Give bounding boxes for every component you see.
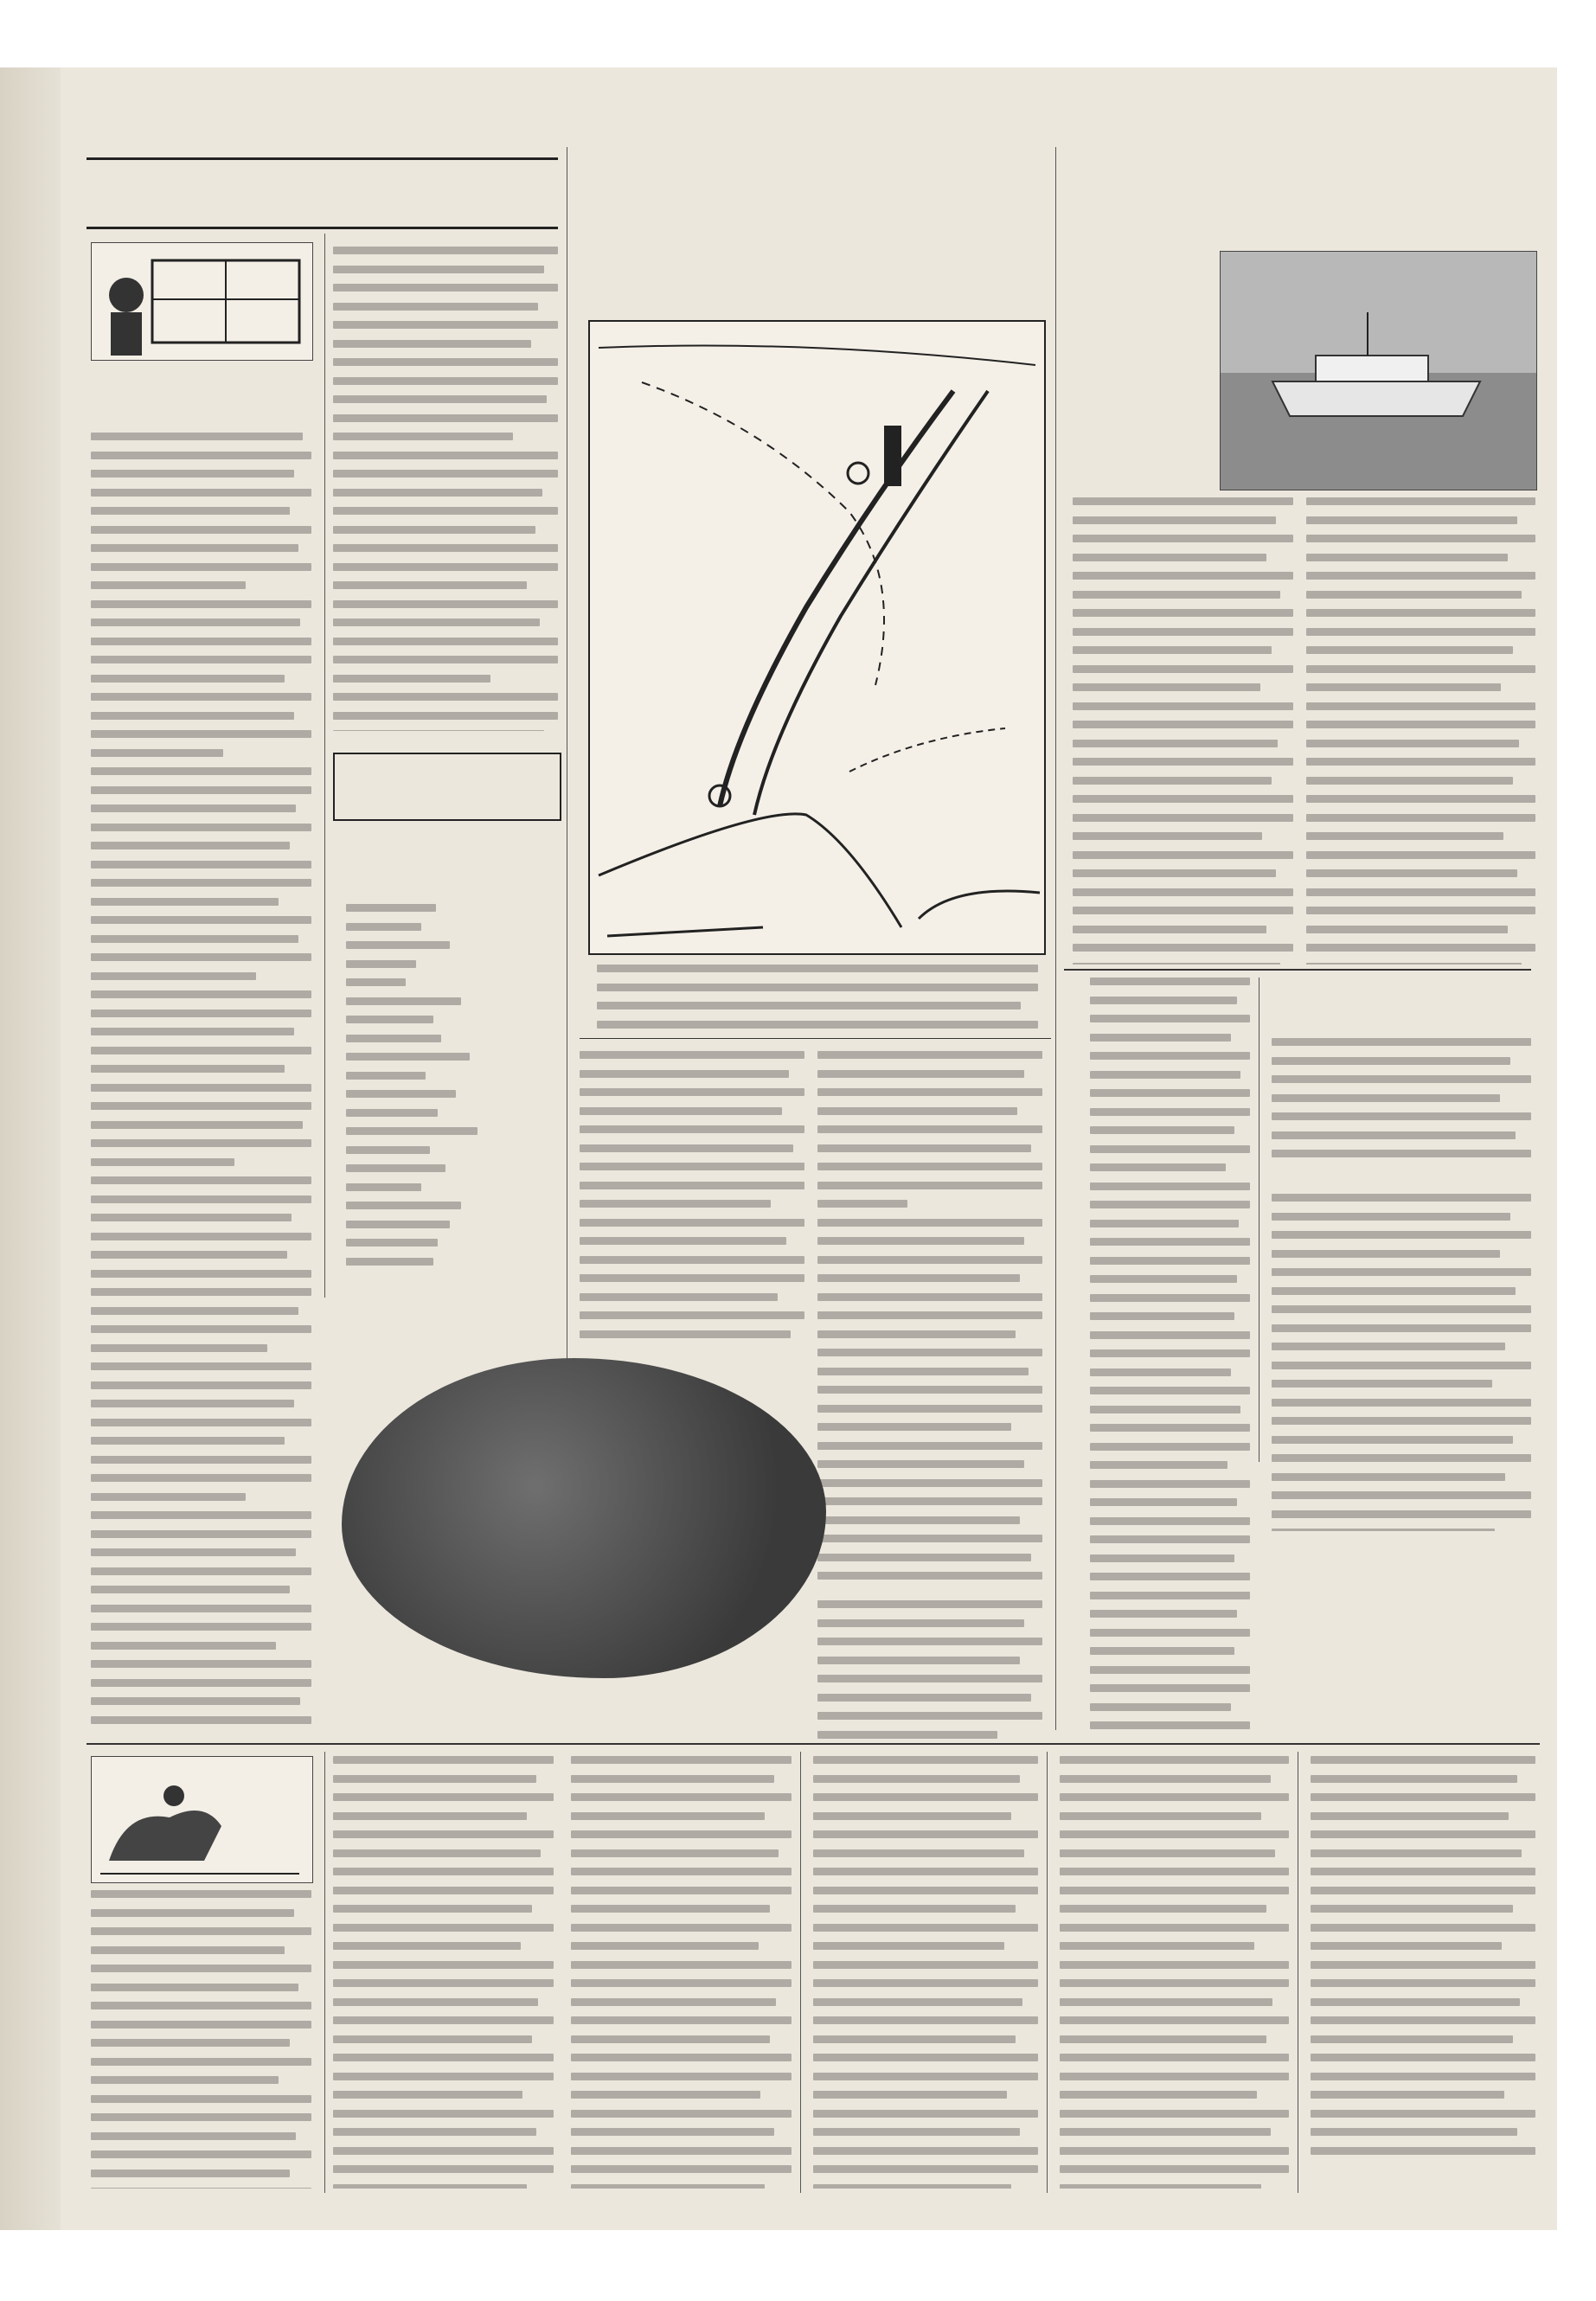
column-rule	[324, 234, 325, 1298]
serial-col6	[1311, 1756, 1535, 2163]
previous-page-strip	[0, 67, 61, 2230]
main-story-col2	[817, 1051, 1042, 1587]
column-rule	[324, 1752, 325, 2193]
column-rule	[1047, 1752, 1048, 2193]
map-drawing	[590, 322, 1044, 953]
serial-col5	[1060, 1756, 1289, 2189]
kijkvenster-text	[91, 433, 311, 1730]
serial-col2	[333, 1756, 554, 2189]
main-story-col1	[580, 1051, 804, 1345]
kruschen-ad-text	[1272, 1038, 1531, 1159]
section-rule	[580, 1038, 1051, 1039]
side-story-col3	[1272, 1194, 1531, 1531]
serial-illustration	[91, 1756, 313, 1883]
masthead-top-rule	[87, 157, 558, 160]
masthead-bottom-rule	[87, 227, 558, 229]
poem-text	[346, 904, 545, 1276]
section-rule	[87, 1743, 1540, 1745]
serial-col3	[571, 1756, 792, 2189]
ad-zenuwen	[333, 753, 561, 821]
map-caption-text	[597, 965, 1038, 1034]
arks-beschuit-ad	[342, 1358, 826, 1678]
side-story-col2	[1306, 497, 1535, 965]
masthead	[87, 162, 554, 228]
serial-col1	[91, 1890, 311, 2189]
column-rule	[800, 1752, 801, 2193]
window-icon	[92, 243, 312, 360]
kijkvenster-illustration	[91, 242, 313, 361]
kijkvenster-text-cont	[333, 247, 558, 731]
boat-photo	[1220, 251, 1537, 490]
section-rule	[1064, 969, 1531, 971]
serial-col4	[813, 1756, 1038, 2189]
horse-rider-icon	[92, 1757, 312, 1882]
column-rule	[1055, 147, 1056, 1730]
boat-image	[1221, 252, 1536, 490]
side-story-col1	[1073, 497, 1293, 965]
main-story-col3	[1090, 977, 1250, 1730]
grevelingen-map	[588, 320, 1046, 955]
main-story-col2-cont	[817, 1600, 1042, 1739]
